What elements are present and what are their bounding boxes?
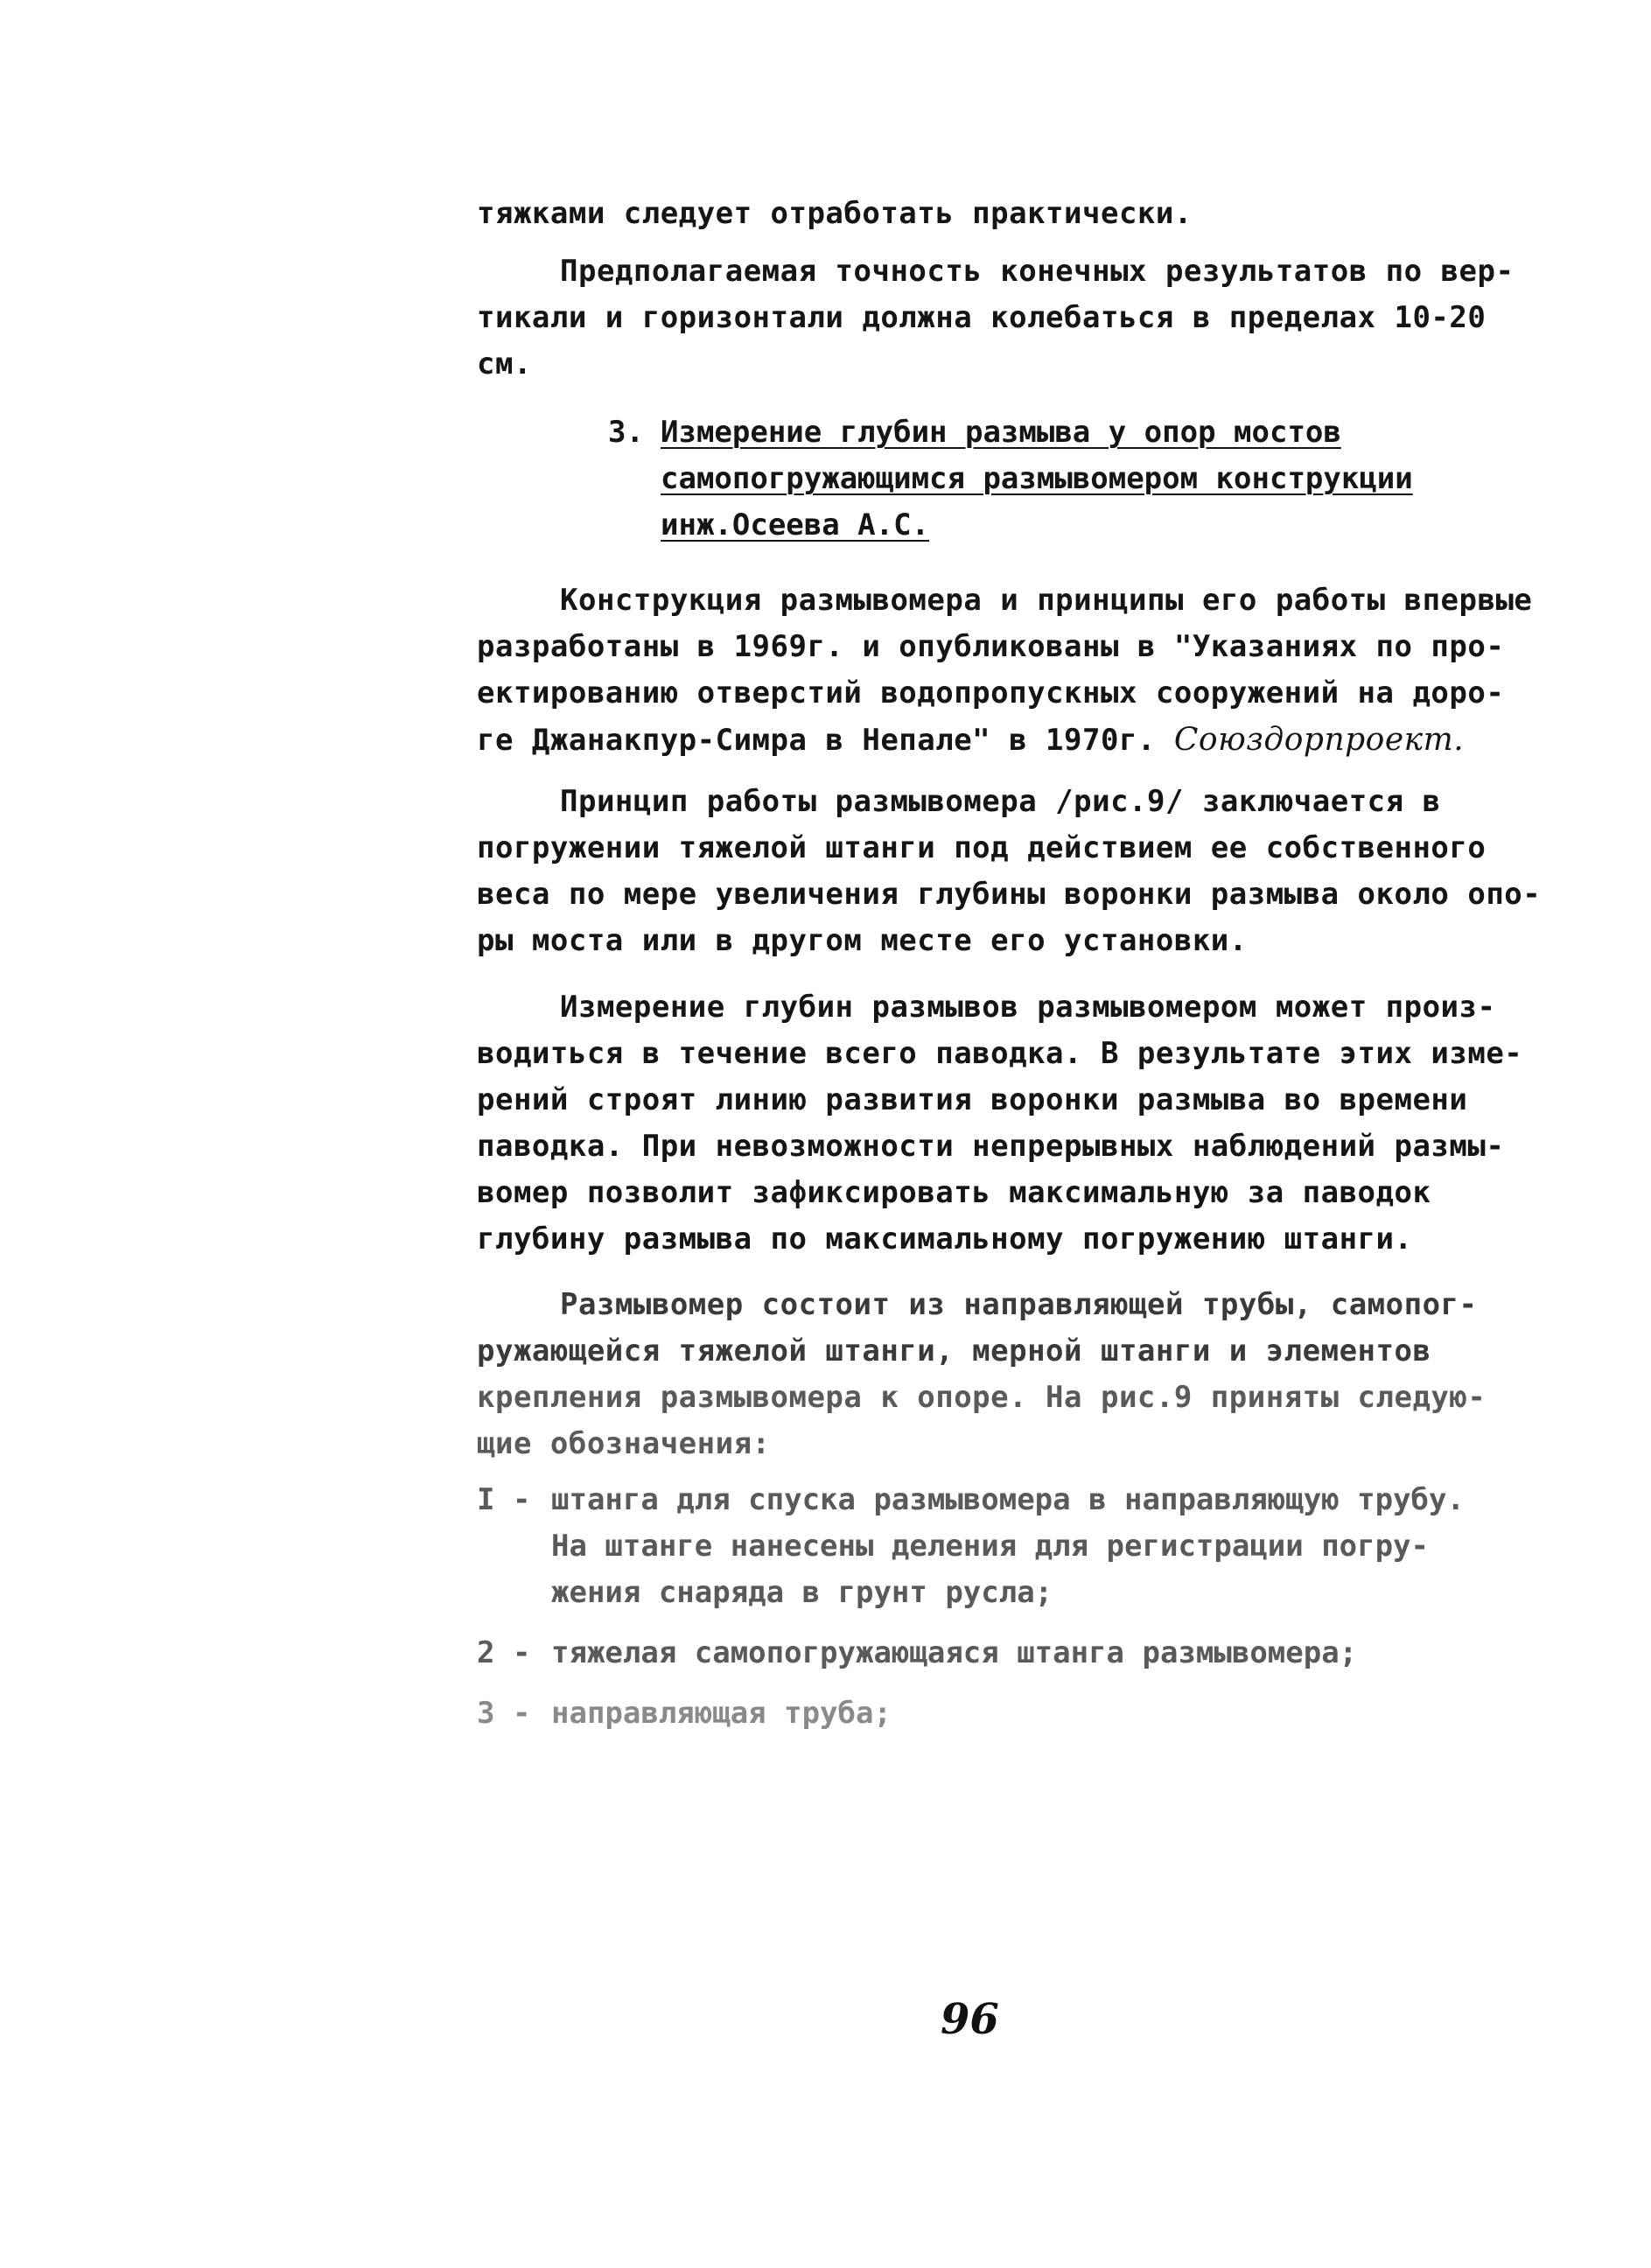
legend-marker: 3 -: [477, 1696, 531, 1731]
legend-item: [477, 1477, 1606, 1616]
text-line: щие обозначения:: [477, 1426, 771, 1461]
paragraph-consists: [477, 1282, 1588, 1467]
text-line: рений строят линию развития воронки размыва во времени: [477, 1082, 1468, 1117]
heading-line: инж.Осеева А.С.: [661, 508, 930, 542]
text-line: паводка. При невозможности непрерывных наблюдений размы-: [477, 1129, 1505, 1164]
paragraph-accuracy: [477, 248, 1588, 388]
heading-line: Измерение глубин размыва у опор мостов: [661, 415, 1341, 450]
paragraph-construction: [477, 578, 1588, 764]
legend-marker: 2 -: [477, 1635, 531, 1670]
text-line: На штанге нанесены деления для регистрации погру-: [551, 1529, 1430, 1564]
text-line: Измерение глубин размывов размывомером может произ-: [560, 990, 1496, 1025]
text-line: Размывомер состоит из направляющей трубы, самопог-: [560, 1287, 1478, 1322]
text-line: тикали и горизонтали должна колебаться в пределах 10-20: [477, 300, 1487, 335]
text-line: водиться в течение всего паводка. В результате этих изме-: [477, 1036, 1523, 1071]
legend-marker: I -: [477, 1482, 531, 1517]
legend-item: [477, 1630, 1606, 1676]
text-line: см.: [477, 346, 532, 382]
section-heading: [608, 410, 1483, 549]
handwritten-note: Союздорпроект.: [1173, 722, 1465, 758]
text-line: тяжками следует отработать практически.: [477, 196, 1193, 231]
text-line: направляющая труба;: [551, 1696, 892, 1731]
text-line: тяжелая самопогружающаяся штанга размывомера;: [551, 1635, 1358, 1670]
page-number: 96: [941, 1995, 999, 2044]
heading-line: самопогружающимся размывомером конструкции: [661, 461, 1413, 496]
paragraph-measurement: [477, 984, 1588, 1263]
text-line: жения снаряда в грунт русла;: [551, 1575, 1053, 1610]
text-line: ружающейся тяжелой штанги, мерной штанги и элементов: [477, 1334, 1431, 1368]
legend-list: [477, 1477, 1606, 1737]
text-line: Конструкция размывомера и принципы его работы впервые: [560, 583, 1533, 618]
text-line: [477, 717, 1588, 764]
text-line: Предполагаемая точность конечных результатов по вер-: [560, 254, 1515, 289]
section-number: 3.: [608, 415, 644, 450]
text-line: штанга для спуска размывомера в направляющую трубу.: [551, 1482, 1465, 1517]
text-line: разработаны в 1969г. и опубликованы в "Указаниях по про-: [477, 629, 1505, 664]
paragraph-continuation: [477, 191, 1588, 237]
text-line: ры моста или в другом месте его установки.: [477, 923, 1248, 958]
text-line: погружении тяжелой штанги под действием ее собственного: [477, 830, 1487, 865]
text-line: веса по мере увеличения глубины воронки размыва около опо-: [477, 877, 1542, 912]
legend-item: [477, 1690, 1606, 1737]
text-line: Принцип работы размывомера /рис.9/ заключается в: [560, 784, 1441, 819]
paragraph-principle: [477, 779, 1588, 964]
text-line: вомер позволит зафиксировать максимальную за паводок: [477, 1175, 1431, 1210]
text-segment: ге Джанакпур-Симра в Непале" в 1970г.: [477, 723, 1174, 758]
text-line: глубину размыва по максимальному погружению штанги.: [477, 1222, 1413, 1256]
text-line: крепления размывомера к опоре. На рис.9 приняты следую-: [477, 1380, 1487, 1415]
text-line: ектированию отверстий водопропускных сооружений на доро-: [477, 676, 1505, 710]
